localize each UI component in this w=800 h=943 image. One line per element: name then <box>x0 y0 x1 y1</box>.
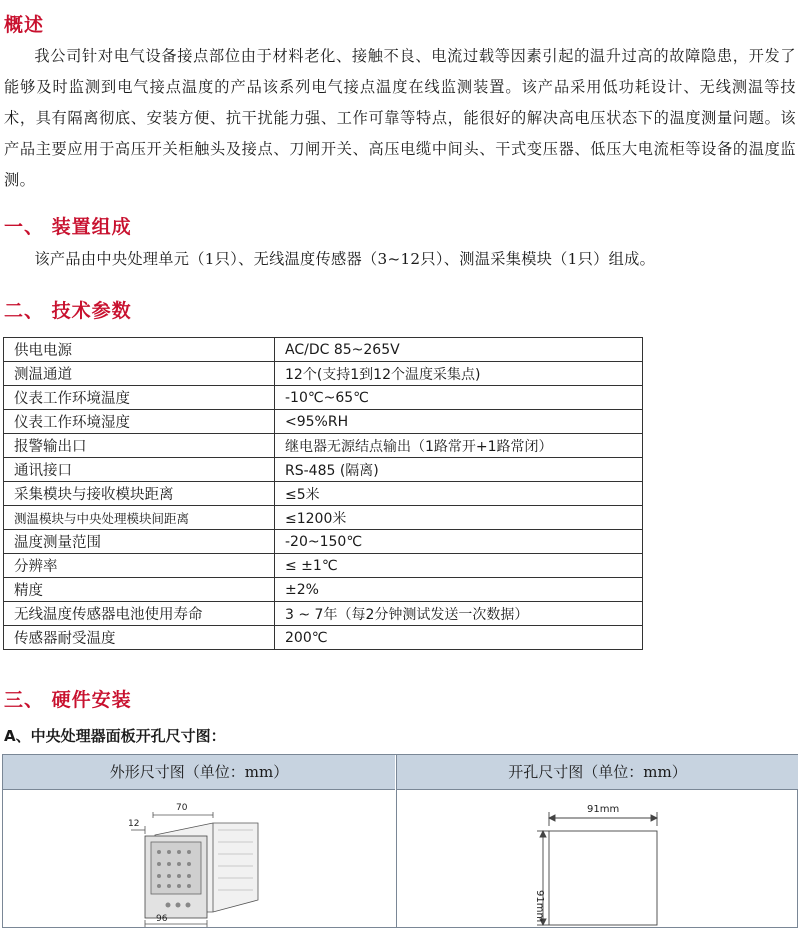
spec-key: 仪表工作环境湿度 <box>4 410 275 434</box>
spec-value: <95%RH <box>275 410 643 434</box>
spec-row <box>4 578 643 602</box>
front-dimension-label: 96 <box>156 914 168 924</box>
spec-row <box>4 362 643 386</box>
spec-row <box>4 434 643 458</box>
spec-value: -20~150℃ <box>275 530 643 554</box>
install-heading: 三、 硬件安装 <box>4 689 132 711</box>
spec-key: 分辨率 <box>4 554 275 578</box>
depth-dimension-label: 12 <box>128 819 140 829</box>
spec-value: ≤5米 <box>275 482 643 506</box>
spec-value: 12个(支持1到12个温度采集点) <box>275 362 643 386</box>
spec-key: 通讯接口 <box>4 458 275 482</box>
spec-row <box>4 626 643 650</box>
spec-row <box>4 530 643 554</box>
spec-value: 200℃ <box>275 626 643 650</box>
spec-table <box>3 337 643 650</box>
spec-row <box>4 482 643 506</box>
spec-key: 供电电源 <box>4 338 275 362</box>
install-subheading: A、中央处理器面板开孔尺寸图： <box>4 727 226 745</box>
spec-row <box>4 554 643 578</box>
spec-value: 继电器无源结点输出（1路常开+1路常闭） <box>275 434 643 458</box>
outline-dimension-header: 外形尺寸图（单位：mm） <box>3 755 395 790</box>
spec-key: 测温通道 <box>4 362 275 386</box>
spec-value: -10℃~65℃ <box>275 386 643 410</box>
spec-value: RS-485 (隔离) <box>275 458 643 482</box>
cutout-width-label: 91mm <box>587 804 620 815</box>
spec-key: 无线温度传感器电池使用寿命 <box>4 602 275 626</box>
overview-heading: 概述 <box>4 14 45 36</box>
spec-value: ≤ ±1℃ <box>275 554 643 578</box>
spec-key: 仪表工作环境温度 <box>4 386 275 410</box>
cutout-drawing <box>397 790 797 927</box>
spec-value: AC/DC 85~265V <box>275 338 643 362</box>
cutout-dimension-header: 开孔尺寸图（单位：mm） <box>396 755 798 790</box>
spec-key: 精度 <box>4 578 275 602</box>
cutout-height-label: 91mm <box>534 890 545 923</box>
spec-row <box>4 506 643 530</box>
composition-text: 该产品由中央处理单元（1只）、无线温度传感器（3~12只）、测温采集模块（1只）组成。 <box>34 250 656 268</box>
outline-drawing <box>3 790 395 927</box>
spec-value: 3 ~ 7年（每2分钟测试发送一次数据） <box>275 602 643 626</box>
spec-key: 报警输出口 <box>4 434 275 458</box>
spec-key: 温度测量范围 <box>4 530 275 554</box>
spec-key: 采集模块与接收模块距离 <box>4 482 275 506</box>
spec-row <box>4 410 643 434</box>
spec-row <box>4 386 643 410</box>
overview-text: 我公司针对电气设备接点部位由于材料老化、接触不良、电流过载等因素引起的温升过高的故障隐患，开发了能够及时监测到电气接点温度的产品该系列电气接点温度在线监测装置。该产品采用低功耗设计、无线测温等技术，具有隔离彻底、安装方便、抗干扰能力强、工作可靠等特点，能很好的解决高电压状态下的温度测量问题。该产品主要应用于高压开关柜触头及接点、刀闸开关、高压电缆中间头、干式变压器、低压大电流柜等设备的温度监测。 <box>4 47 796 189</box>
spec-row <box>4 602 643 626</box>
spec-row <box>4 458 643 482</box>
specs-heading: 二、 技术参数 <box>4 300 132 322</box>
spec-key: 传感器耐受温度 <box>4 626 275 650</box>
spec-row <box>4 338 643 362</box>
spec-key: 测温模块与中央处理模块间距离 <box>4 506 275 530</box>
composition-heading: 一、 装置组成 <box>4 216 132 238</box>
width-dimension-label: 70 <box>176 803 188 813</box>
spec-value: ±2% <box>275 578 643 602</box>
spec-value: ≤1200米 <box>275 506 643 530</box>
dimension-figure-box <box>2 754 798 928</box>
